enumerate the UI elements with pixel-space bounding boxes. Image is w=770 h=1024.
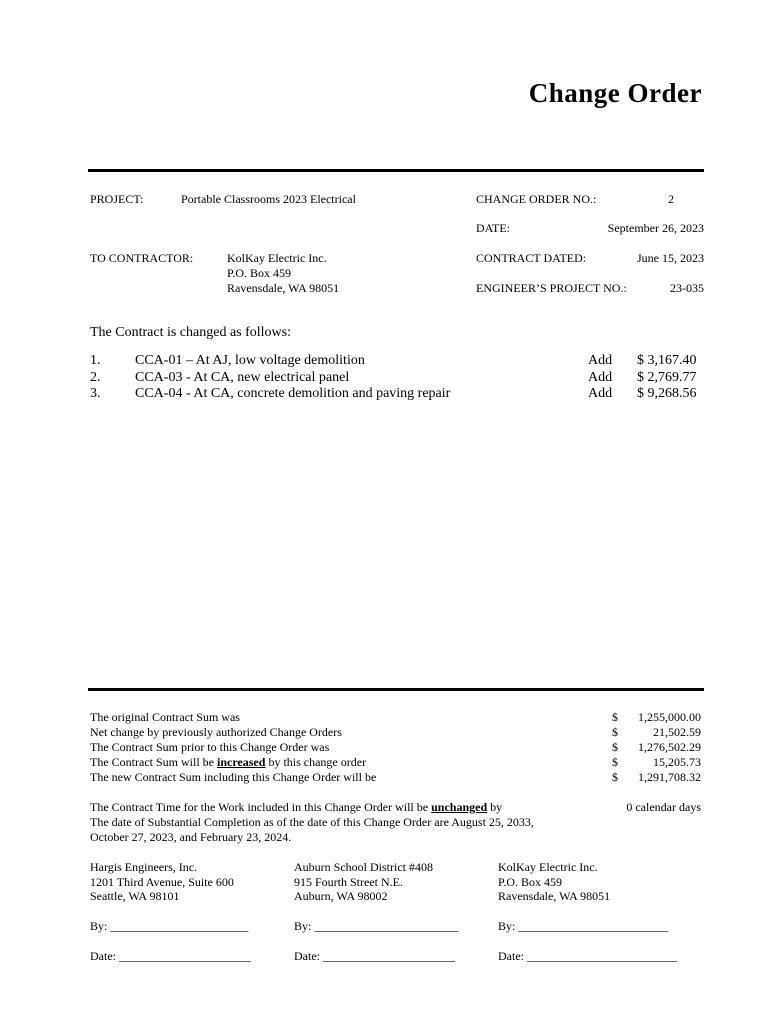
signatory-address-line2: Ravensdale, WA 98051 <box>498 889 611 903</box>
signatory-name: Hargis Engineers, Inc. <box>90 860 198 874</box>
change-item-description: CCA-04 - At CA, concrete demolition and paving repair <box>135 386 451 401</box>
change-item-amount: $ 3,167.40 <box>637 353 697 368</box>
summary-label: Net change by previously authorized Change Orders <box>90 725 342 739</box>
to-contractor-label: TO CONTRACTOR: <box>90 251 194 265</box>
summary-currency: $ <box>612 770 618 784</box>
project-value: Portable Classrooms 2023 Electrical <box>181 192 356 206</box>
changes-intro: The Contract is changed as follows: <box>90 325 292 340</box>
signatory-address-line1: 1201 Third Avenue, Suite 600 <box>90 875 234 889</box>
summary-label-pre: The Contract Sum will be <box>90 755 217 769</box>
signatory-address-line2: Auburn, WA 98002 <box>294 889 388 903</box>
substantial-completion-line1: The date of Substantial Completion as of the date of this Change Order are August 25, 2033, <box>90 815 534 829</box>
engineer-project-value: 23-035 <box>670 281 704 295</box>
contract-dated-value: June 15, 2023 <box>637 251 704 265</box>
change-item-description: CCA-01 – At AJ, low voltage demolition <box>135 353 365 368</box>
signature-date-line: Date: _________________________ <box>498 949 677 963</box>
date-label: DATE: <box>476 221 510 235</box>
summary-amount: 1,255,000.00 <box>638 710 701 724</box>
change-item-type: Add <box>588 386 613 401</box>
summary-currency: $ <box>612 725 618 739</box>
summary-currency: $ <box>612 740 618 754</box>
substantial-completion-line2: October 27, 2023, and February 23, 2024. <box>90 830 292 844</box>
contract-time-pre: The Contract Time for the Work included in this Change Order will be <box>90 800 432 814</box>
contract-dated-label: CONTRACT DATED: <box>476 251 587 265</box>
change-item-amount: $ 2,769.77 <box>637 370 697 385</box>
change-item-type: Add <box>588 370 613 385</box>
contract-time-text <box>90 800 502 815</box>
summary-label <box>90 755 366 770</box>
signature-date-line: Date: ______________________ <box>294 949 455 963</box>
engineer-project-label: ENGINEER’S PROJECT NO.: <box>476 281 627 295</box>
summary-currency: $ <box>612 755 618 769</box>
signatory-address-line2: Seattle, WA 98101 <box>90 889 180 903</box>
change-item-type: Add <box>588 353 613 368</box>
bottom-rule <box>88 688 704 691</box>
page-title: Change Order <box>528 78 702 108</box>
contractor-name: KolKay Electric Inc. <box>227 251 327 265</box>
summary-amount: 15,205.73 <box>653 755 701 769</box>
date-value: September 26, 2023 <box>607 221 704 235</box>
contractor-address-line1: P.O. Box 459 <box>227 266 292 280</box>
change-item-description: CCA-03 - At CA, new electrical panel <box>135 370 350 385</box>
contractor-address-line2: Ravensdale, WA 98051 <box>227 281 340 295</box>
change-item-number: 1. <box>90 353 101 368</box>
signatory-address-line1: P.O. Box 459 <box>498 875 563 889</box>
contract-time-value: 0 calendar days <box>626 800 701 814</box>
signatory-name: KolKay Electric Inc. <box>498 860 598 874</box>
signature-by-line: By: _______________________ <box>90 919 249 933</box>
summary-amount: 1,291,708.32 <box>638 770 701 784</box>
signature-date-line: Date: ______________________ <box>90 949 251 963</box>
change-item-amount: $ 9,268.56 <box>637 386 697 401</box>
top-rule <box>88 169 704 172</box>
change-order-no-value: 2 <box>668 192 674 206</box>
summary-amount: 21,502.59 <box>653 725 701 739</box>
summary-label: The new Contract Sum including this Change Order will be <box>90 770 377 784</box>
signature-by-line: By: _________________________ <box>498 919 669 933</box>
signature-by-line: By: ________________________ <box>294 919 459 933</box>
change-item-number: 2. <box>90 370 101 385</box>
summary-amount: 1,276,502.29 <box>638 740 701 754</box>
summary-label-emphasis: increased <box>216 755 266 769</box>
signatory-name: Auburn School District #408 <box>294 860 433 874</box>
summary-label-post: by this change order <box>265 755 367 769</box>
contract-time-emphasis: unchanged <box>431 800 488 814</box>
change-item-number: 3. <box>90 386 101 401</box>
summary-currency: $ <box>612 710 618 724</box>
summary-label: The Contract Sum prior to this Change Order was <box>90 740 330 754</box>
project-label: PROJECT: <box>90 192 144 206</box>
contract-time-post: by <box>487 800 503 814</box>
signatory-address-line1: 915 Fourth Street N.E. <box>294 875 403 889</box>
summary-label: The original Contract Sum was <box>90 710 240 724</box>
change-order-no-label: CHANGE ORDER NO.: <box>476 192 597 206</box>
